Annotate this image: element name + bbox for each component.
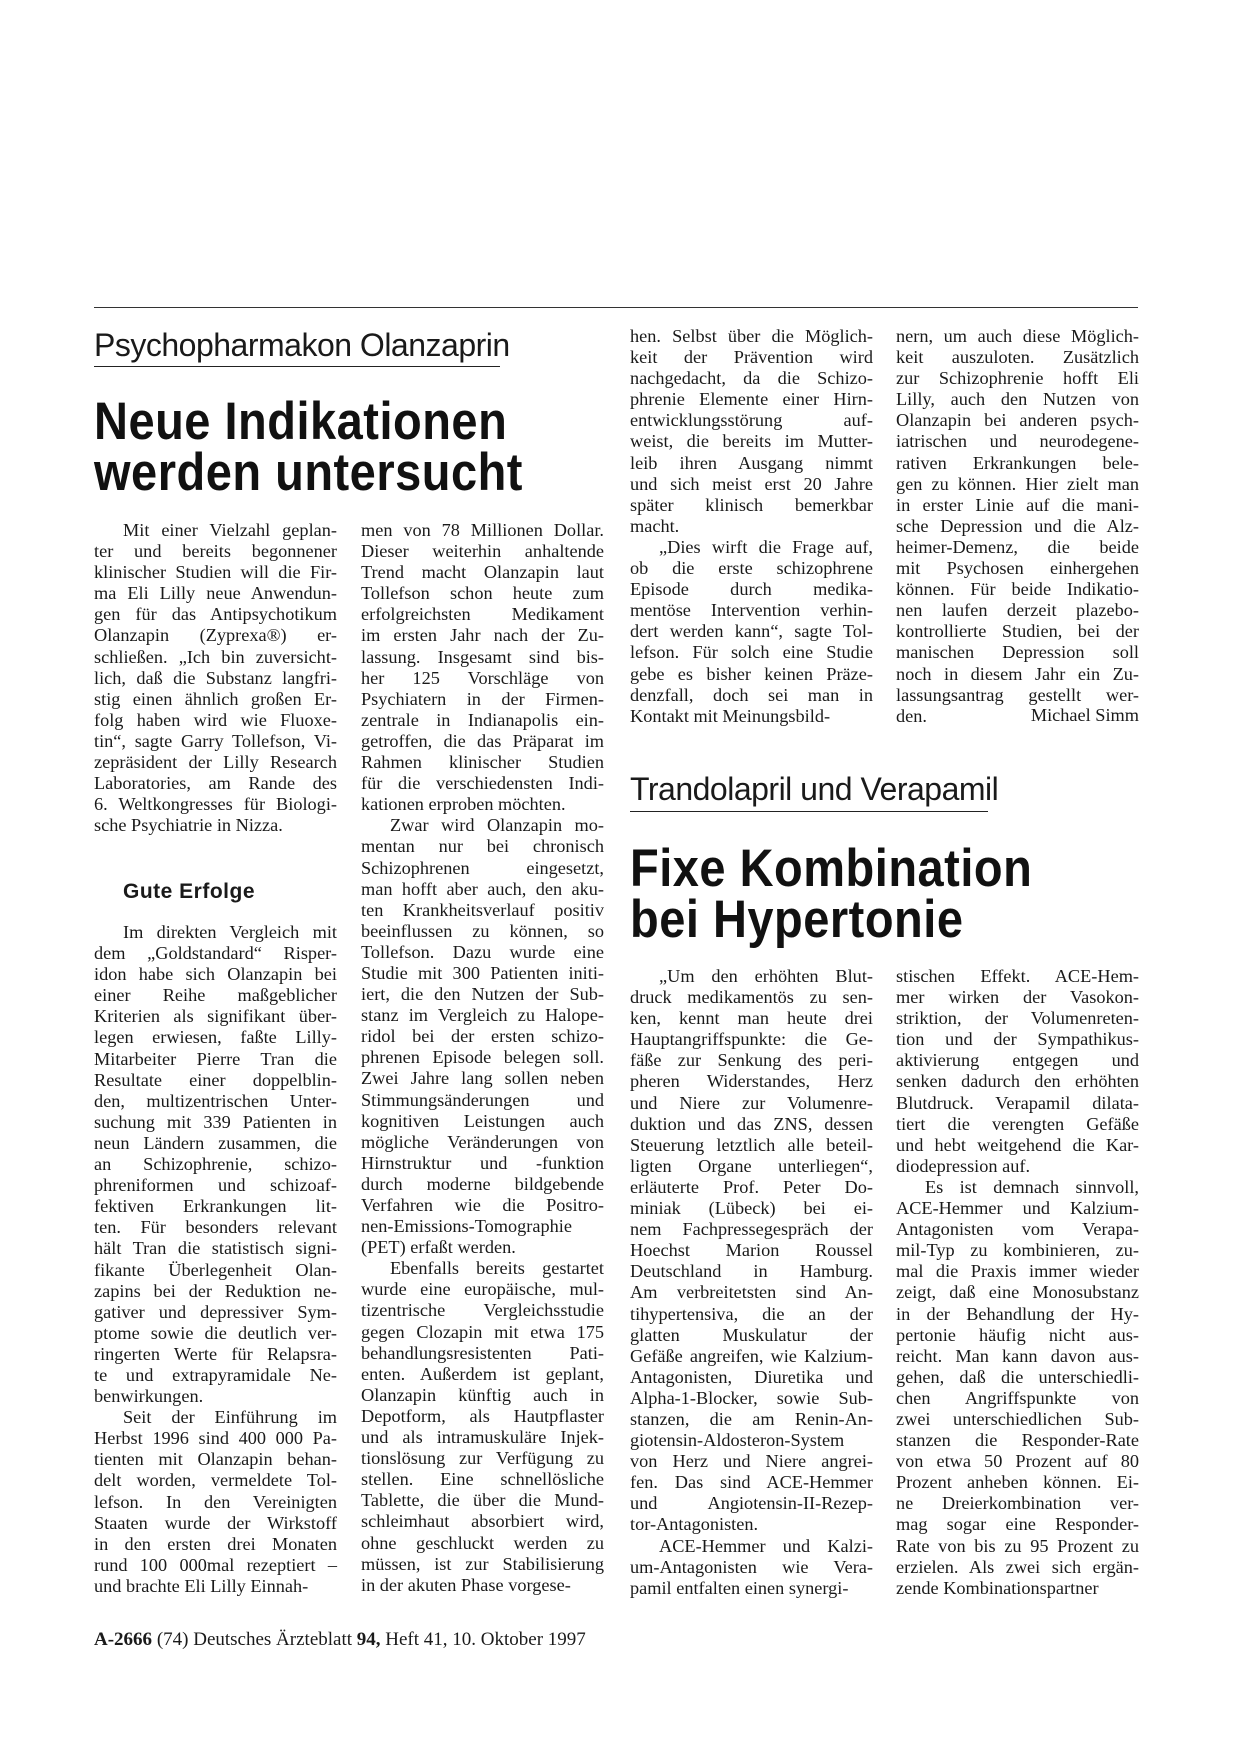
text-line: im ersten Jahr nach der Zu- [361,625,604,646]
text-line: Tollefson schon heute zum [361,583,604,604]
text-line: stellen. Eine schnellösliche [361,1469,604,1490]
text-line: kognitiven Leistungen auch [361,1110,604,1131]
article2-headline-line2: bei Hypertonie [630,888,964,949]
text-line: zeigt, daß eine Monosubstanz [896,1282,1139,1303]
text-line: diodepression auf. [896,1155,1031,1176]
text-line: chen Angriffspunkte von [896,1387,1139,1408]
article1-subhead: Gute Erfolge [123,880,256,903]
text-line: Mitarbeiter Pierre Tran die [94,1048,337,1069]
text-line: in erster Linie auf die mani- [896,494,1139,515]
text-line: tienten mit Olanzapin behan- [94,1449,337,1470]
text-line: tiert die verengten Gefäße [896,1113,1139,1134]
text-line: wurde eine europäische, mul- [361,1279,604,1300]
text-line: und Angiotensin-II-Rezep- [630,1493,873,1514]
text-line: pheren Widerstandes, Herz [630,1071,873,1092]
text-line: pertonie häufig nicht aus- [896,1324,1139,1345]
article1-kicker-underline [94,366,500,367]
text-line: Ebenfalls bereits gestartet [390,1258,604,1279]
text-line: lassungsantrag gestellt wer- [896,684,1139,705]
text-line: zentrale in Indianapolis ein- [361,709,604,730]
text-line: pamil entfalten einen synergi- [630,1577,849,1598]
text-line: keit der Prävention wird [630,347,873,368]
text-line: ptome sowie die deutlich ver- [94,1322,337,1343]
top-rule [94,307,1138,308]
text-line: man hofft aber auch, den aku- [361,878,604,899]
text-line: Olanzapin bei anderen psych- [896,410,1139,431]
text-line: phrenie Elemente einer Hirn- [630,389,873,410]
text-line: zwei unterschiedlichen Sub- [896,1408,1139,1429]
text-line: „Dies wirft die Frage auf, [659,536,873,557]
text-line: ACE-Hemmer und Kalzium- [896,1198,1139,1219]
text-line: in den ersten drei Monaten [94,1533,337,1554]
article2-col4 [896,966,1139,1599]
article2-kicker: Trandolapril und Verapamil [630,771,999,807]
article1-col4 [896,326,1139,727]
text-line: idon habe sich Olanzapin bei [94,964,337,985]
text-line: mil-Typ zu kombinieren, zu- [896,1240,1139,1261]
text-line: mentöse Intervention verhin- [630,600,873,621]
text-line: nem Fachpressegespräch der [630,1219,873,1240]
text-line: Rate von bis zu 95 Prozent zu [896,1535,1139,1556]
text-line: tin“, sagte Garry Tollefson, Vi- [94,730,337,751]
text-line: zepräsident der Lilly Research [94,752,337,773]
text-line: in der akuten Phase vorgese- [361,1574,571,1595]
text-line: Prozent anheben können. Ei- [896,1472,1139,1493]
article1-headline-line1: Neue Indikationen [94,390,508,451]
text-line: gehen, daß die unterschiedli- [896,1366,1139,1387]
text-line: zur Schizophrenie hofft Eli [896,368,1139,389]
text-line: Hirnstruktur und -funktion [361,1152,604,1173]
article1-kicker: Psychopharmakon Olanzaprin [94,327,510,363]
text-line: ohne geschluckt werden zu [361,1532,604,1553]
text-line: Tablette, die über die Mund- [361,1490,604,1511]
text-line: kontrollierte Studien, bei der [896,621,1139,642]
text-line: ter und bereits begonnener [94,541,337,562]
article1-author: Michael Simm [1030,705,1139,725]
text-line: stischen Effekt. ACE-Hem- [896,966,1139,986]
text-line: in der Behandlung der Hy- [896,1303,1139,1324]
text-line: tor-Antagonisten. [630,1514,759,1535]
text-line: benwirkungen. [94,1386,204,1407]
text-line: stanz im Vergleich zu Halope- [361,1005,604,1026]
text-line: stig einen ähnlich großen Er- [94,688,337,709]
article2-kicker-underline [630,811,988,812]
text-line: iatrischen und neurodegene- [896,431,1139,452]
article1-col2 [361,520,604,1596]
article1-headline-line2: werden untersucht [94,441,523,502]
text-line: senken dadurch den erhöhten [896,1071,1139,1092]
text-line: schleimhaut absorbiert wird, [361,1511,604,1532]
text-line: duktion und das ZNS, dessen [630,1113,873,1134]
text-line: keit auszuloten. Zusätzlich [896,347,1139,368]
text-line: phrenen Episode belegen soll. [361,1047,604,1068]
text-line: tionslösung zur Verfügung zu [361,1448,604,1469]
text-line: delt worden, vermeldete Tol- [94,1470,337,1491]
text-line: dert werden kann“, sagte Tol- [630,621,873,642]
text-line: ACE-Hemmer und Kalzi- [659,1535,873,1556]
text-line: gen zu können. Hier zielt man [896,473,1139,494]
text-line: Olanzapin (Zyprexa®) er- [94,625,337,646]
text-line: Rahmen klinischer Studien [361,752,604,773]
footer-issue: (74) Deutsches Ärzteblatt [156,1629,353,1650]
text-line: und sich meist erst 20 Jahre [630,473,873,494]
text-line: stanzen, die am Renin-An- [630,1408,873,1429]
text-line: von Herz und Niere angrei- [630,1451,873,1472]
text-line: Dieser weiterhin anhaltende [361,541,604,562]
text-line: neun Ländern zusammen, die [94,1132,337,1153]
text-line: Resultate einer doppelblin- [94,1069,337,1090]
text-line: tion und der Sympathikus- [896,1029,1139,1050]
text-line: Episode durch medika- [630,579,873,600]
text-line: Schizophrenen eingesetzt, [361,857,604,878]
text-line: Herbst 1996 sind 400 000 Pa- [94,1428,337,1449]
article1-col3 [630,326,873,727]
text-line: können. Für beide Indikatio- [896,579,1139,600]
text-line: und als intramuskuläre Injek- [361,1427,604,1448]
text-line: Steuerung letztlich alle beteil- [630,1134,873,1155]
text-line: aktivierung entgegen und [896,1050,1139,1071]
footer-details: Heft 41, 10. Oktober 1997 [385,1629,586,1650]
text-line: kationen erproben möchten. [361,794,566,815]
text-line: Zwei Jahre lang sollen neben [361,1068,604,1089]
text-line: müssen, ist zur Stabilisierung [361,1553,604,1574]
text-line: lassung. Insgesamt sind bis- [361,646,604,667]
text-line: erläuterte Prof. Peter Do- [630,1176,873,1197]
footer-page-number: A-2666 [94,1629,153,1650]
text-line: Hoechst Marion Roussel [630,1240,873,1261]
text-line: Kontakt mit Meinungsbild- [630,705,831,726]
text-line: Olanzapin künftig auch in [361,1384,604,1405]
text-line: getroffen, die das Präparat im [361,730,604,751]
text-line: Antagonisten vom Verapa- [896,1219,1139,1240]
text-line: klinischer Studien will die Fir- [94,562,337,583]
text-line: ten Krankheitsverlauf positiv [361,899,604,920]
text-line: fäße zur Senkung des peri- [630,1050,873,1071]
text-line: ob die erste schizophrene [630,558,873,579]
text-line: giotensin-Aldosteron-System [630,1430,845,1451]
text-line: Antagonisten, Diuretika und [630,1366,873,1387]
text-line: druck medikamentös zu sen- [630,987,873,1008]
text-line: Studie mit 300 Patienten initi- [361,962,604,983]
text-line: mit Psychosen einhergehen [896,558,1139,579]
text-line: und hebt weitgehend die Kar- [896,1134,1139,1155]
article1-col1-part2 [94,922,337,1597]
text-line: heimer-Demenz, die beide [896,536,1139,557]
text-line: Psychiatern in der Firmen- [361,688,604,709]
text-line: tizentrische Vergleichsstudie [361,1300,604,1321]
text-line: Deutschland in Hamburg. [630,1261,873,1282]
text-line: hält Tran die statistisch signi- [94,1238,337,1259]
text-line: ken, kennt man heute drei [630,1008,873,1029]
text-line: Es ist demnach sinnvoll, [925,1176,1139,1197]
text-line: striktion, der Volumenreten- [896,1008,1139,1029]
text-line: erfolgreichsten Medikament [361,604,604,625]
text-line: durch moderne bildgebende [361,1173,604,1194]
text-line: weist, die bereits im Mutter- [630,431,873,452]
article1-col4-lines [896,326,1139,727]
text-line: iert, die den Nutzen der Sub- [361,984,604,1005]
text-line: Kriterien als signifikant über- [94,1006,337,1027]
text-line: lich, daß die Substanz langfri- [94,667,337,688]
text-line: manischen Depression soll [896,642,1139,663]
text-line: behandlungsresistenten Pati- [361,1342,604,1363]
text-line: zapins bei der Reduktion ne- [94,1280,337,1301]
text-line: miniak (Lübeck) bei ei- [630,1198,873,1219]
text-line: nen-Emissions-Tomographie [361,1216,572,1237]
text-line: nachgedacht, da die Schizo- [630,368,873,389]
text-line: mentan nur bei chronisch [361,836,604,857]
text-line: ridol bei der ersten schizo- [361,1026,604,1047]
text-line: einer Reihe maßgeblicher [94,985,337,1006]
text-line: te und extrapyramidale Ne- [94,1364,337,1385]
text-line: (PET) erfaßt werden. [361,1237,516,1258]
text-line: men von 78 Millionen Dollar. [361,520,604,540]
text-line: Depotform, als Hautpflaster [361,1405,604,1426]
text-line: lefson. Für solch eine Studie [630,642,873,663]
footer-volume: 94, [356,1629,381,1650]
article2-headline-line1: Fixe Kombination [630,837,1033,898]
text-line: und Niere zur Volumenre- [630,1092,873,1113]
text-line: schließen. „Ich bin zuversicht- [94,646,337,667]
text-line: Mit einer Vielzahl geplan- [123,520,337,540]
text-line: gativer und depressiver Sym- [94,1301,337,1322]
text-line: Trend macht Olanzapin laut [361,562,604,583]
text-line: macht. [630,515,680,536]
text-line: Alpha-1-Blocker, sowie Sub- [630,1387,873,1408]
text-line: dem „Goldstandard“ Risper- [94,943,337,964]
text-line: Im direkten Vergleich mit [123,922,337,942]
text-line: reicht. Man kann davon aus- [896,1345,1139,1366]
text-line: ligten Organe unterliegen“, [630,1155,873,1176]
text-line: um-Antagonisten wie Vera- [630,1556,873,1577]
text-line: an Schizophrenie, schizo- [94,1154,337,1175]
text-line: später klinisch bemerkbar [630,494,873,515]
text-line: „Um den erhöhten Blut- [659,966,873,986]
text-line: gen für das Antipsychotikum [94,604,337,625]
text-line: ten. Für besonders relevant [94,1217,337,1238]
text-line: denzfall, doch sei man in [630,684,873,705]
text-line: Laboratories, am Rande des [94,773,337,794]
text-line: Lilly, auch den Nutzen von [896,389,1139,410]
text-line: leib ihren Ausgang nimmt [630,452,873,473]
text-line: Blutdruck. Verapamil dilata- [896,1092,1139,1113]
text-line: folg haben wird wie Fluoxe- [94,709,337,730]
text-line: Seit der Einführung im [123,1407,337,1428]
text-line: den, multizentrischen Unter- [94,1090,337,1111]
text-line: mal die Praxis immer wieder [896,1261,1139,1282]
text-line: glatten Muskulatur der [630,1324,873,1345]
text-line: Stimmungsänderungen und [361,1089,604,1110]
text-line: legen erwiesen, faßte Lilly- [94,1027,337,1048]
text-line: Staaten wurde der Wirkstoff [94,1512,337,1533]
text-line: mer wirken der Vasokon- [896,987,1139,1008]
text-line: fektiven Erkrankungen lit- [94,1196,337,1217]
text-line: ma Eli Lilly neue Anwendun- [94,583,337,604]
text-line: Hauptangriffspunkte: die Ge- [630,1029,873,1050]
text-line: fen. Das sind ACE-Hemmer [630,1472,873,1493]
text-line: mögliche Veränderungen von [361,1131,604,1152]
text-line: Verfahren wie die Positro- [361,1195,604,1215]
text-line: her 125 Vorschläge von [361,667,604,688]
text-line: ne Dreierkombination ver- [896,1493,1139,1514]
text-line: lefson. In den Vereinigten [94,1491,337,1512]
text-line: phreniformen und schizoaf- [94,1175,337,1196]
text-line: und brachte Eli Lilly Einnah- [94,1575,309,1596]
text-line: zende Kombinationspartner [896,1577,1099,1598]
text-line: den. [896,705,927,726]
text-line: noch in diesem Jahr ein Zu- [896,663,1139,684]
text-line: 6. Weltkongresses für Biologi- [94,794,337,815]
text-line: suchung mit 339 Patienten in [94,1111,337,1132]
article2-col3 [630,966,873,1599]
text-line: ringerten Werte für Relapsra- [94,1343,337,1364]
text-line: für die verschiedensten Indi- [361,773,604,794]
text-line: Am verbreitetsten sind An- [630,1282,873,1303]
text-line: Zwar wird Olanzapin mo- [390,815,604,836]
text-line: fikante Überlegenheit Olan- [94,1259,337,1280]
text-line: erzielen. Als zwei sich ergän- [896,1556,1139,1577]
page-footer [94,1629,586,1651]
text-line: nern, um auch diese Möglich- [896,326,1139,346]
text-line: Gefäße angreifen, wie Kalzium- [630,1345,873,1366]
text-line: beeinflussen zu können, so [361,920,604,941]
text-line: hen. Selbst über die Möglich- [630,326,873,346]
text-line: sche Psychiatrie in Nizza. [94,815,283,836]
text-line: gegen Clozapin mit etwa 175 [361,1321,604,1342]
article1-col1-part1 [94,520,337,836]
text-line: enten. Außerdem ist geplant, [361,1363,604,1384]
text-line: gebe es bisher keinen Präze- [630,663,873,684]
text-line: entwicklungsstörung auf- [630,410,873,431]
text-line: Tollefson. Dazu wurde eine [361,941,604,962]
text-line: sche Depression und die Alz- [896,515,1139,536]
text-line: stanzen die Responder-Rate [896,1430,1139,1451]
text-line: mag sogar eine Responder- [896,1514,1139,1535]
text-line: von etwa 50 Prozent auf 80 [896,1451,1139,1472]
text-line: rund 100 000mal rezeptiert – [94,1554,337,1575]
text-line: rativen Erkrankungen bele- [896,452,1139,473]
text-line: nen laufen derzeit plazebo- [896,600,1139,621]
text-line: tihypertensiva, die an der [630,1303,873,1324]
